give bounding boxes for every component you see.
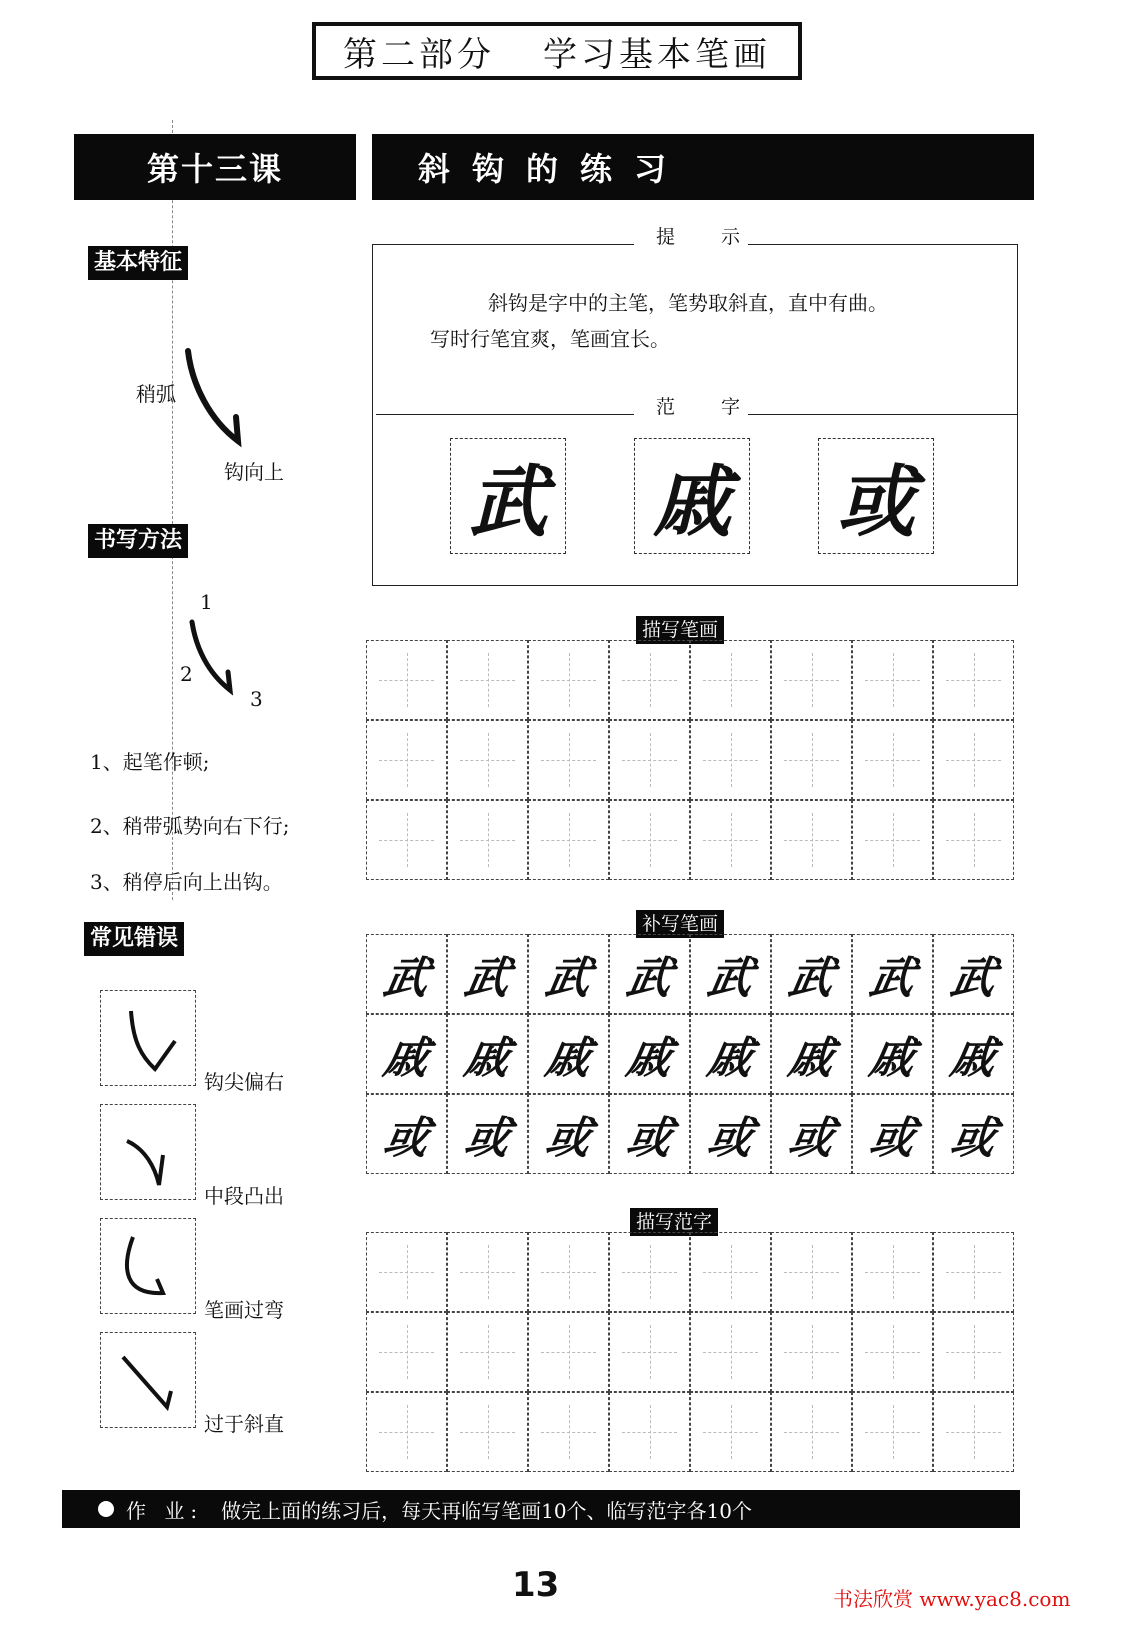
partial-glyph: 或 [865, 1113, 919, 1164]
stroke-point-1: 1 [200, 590, 213, 614]
practice-cell[interactable] [933, 1094, 1014, 1174]
trace-strokes-grid [366, 640, 1014, 880]
section-label-errors: 常见错误 [84, 922, 184, 956]
divider [372, 244, 634, 245]
error-example-box [100, 1332, 196, 1428]
divider [748, 414, 1018, 415]
practice-cell[interactable] [609, 1312, 690, 1392]
practice-cell[interactable] [366, 720, 447, 800]
partial-glyph: 武 [622, 953, 676, 1004]
stroke-point-3: 3 [250, 687, 263, 711]
part-title-box [312, 22, 802, 80]
error-label-4: 过于斜直 [204, 1412, 284, 1436]
practice-cell[interactable] [771, 1392, 852, 1472]
practice-cell[interactable] [609, 1232, 690, 1312]
partial-glyph: 或 [703, 1113, 757, 1164]
practice-cell[interactable] [852, 1014, 933, 1094]
partial-glyph: 或 [541, 1113, 595, 1164]
partial-glyph: 戚 [946, 1033, 1000, 1084]
practice-cell[interactable] [447, 1312, 528, 1392]
slant-hook-stroke-icon [180, 345, 250, 455]
practice-cell[interactable] [528, 800, 609, 880]
practice-cell[interactable] [852, 800, 933, 880]
practice-cell[interactable] [609, 800, 690, 880]
complete-strokes-grid [366, 934, 1014, 1174]
partial-glyph: 或 [460, 1113, 514, 1164]
error-bulge-icon [101, 1105, 197, 1201]
practice-cell[interactable] [366, 934, 447, 1014]
practice-cell[interactable] [771, 640, 852, 720]
model-char-3: 或 [818, 438, 934, 554]
practice-cell[interactable] [690, 1232, 771, 1312]
practice-cell[interactable] [852, 1232, 933, 1312]
homework-text: 做完上面的练习后，每天再临写笔画10个、临写范字各10个 [221, 1498, 753, 1523]
guide-line [172, 120, 173, 900]
lesson-number: 第十三课 [74, 134, 356, 200]
stroke-order-icon [186, 618, 246, 698]
practice-cell[interactable] [366, 1094, 447, 1174]
partial-glyph: 武 [460, 953, 514, 1004]
partial-glyph: 戚 [865, 1033, 919, 1084]
partial-glyph: 武 [784, 953, 838, 1004]
practice-cell[interactable] [528, 934, 609, 1014]
tip-title: 提 示 [656, 226, 761, 248]
bullet-icon [98, 1501, 114, 1517]
practice-cell[interactable] [771, 1094, 852, 1174]
practice-cell[interactable] [690, 1094, 771, 1174]
method-step-1: 1、起笔作顿; [90, 750, 210, 774]
partial-glyph: 戚 [622, 1033, 676, 1084]
complete-strokes-label: 补写笔画 [636, 910, 724, 938]
practice-cell[interactable] [690, 640, 771, 720]
page-number: 13 [512, 1565, 560, 1605]
practice-cell[interactable] [447, 1392, 528, 1472]
practice-cell[interactable] [366, 1232, 447, 1312]
partial-glyph: 戚 [541, 1033, 595, 1084]
error-example-box [100, 1104, 196, 1200]
partial-glyph: 戚 [379, 1033, 433, 1084]
partial-glyph: 武 [703, 953, 757, 1004]
part-subtitle: 学习基本笔画 [543, 34, 771, 75]
practice-cell[interactable] [366, 800, 447, 880]
partial-glyph: 武 [541, 953, 595, 1004]
practice-cell[interactable] [933, 720, 1014, 800]
tip-line-1: 斜钩是字中的主笔，笔势取斜直，直中有曲。 [488, 291, 888, 315]
homework-prefix: 作 业: [126, 1498, 204, 1523]
tip-text [430, 285, 990, 357]
practice-cell[interactable] [771, 1232, 852, 1312]
lesson-title: 斜钩的练习 [372, 134, 1034, 200]
practice-cell[interactable] [771, 934, 852, 1014]
tip-line-2: 写时行笔宜爽，笔画宜长。 [430, 327, 670, 351]
practice-cell[interactable] [933, 800, 1014, 880]
practice-cell[interactable] [609, 640, 690, 720]
trace-strokes-label: 描写笔画 [636, 616, 724, 644]
practice-cell[interactable] [366, 640, 447, 720]
practice-cell[interactable] [528, 640, 609, 720]
partial-glyph: 戚 [460, 1033, 514, 1084]
practice-cell[interactable] [771, 720, 852, 800]
practice-cell[interactable] [933, 1312, 1014, 1392]
error-label-2: 中段凸出 [204, 1184, 284, 1208]
practice-cell[interactable] [447, 934, 528, 1014]
practice-cell[interactable] [771, 800, 852, 880]
partial-glyph: 戚 [784, 1033, 838, 1084]
practice-cell[interactable] [528, 1312, 609, 1392]
divider [376, 414, 634, 415]
partial-glyph: 武 [865, 953, 919, 1004]
practice-cell[interactable] [933, 1232, 1014, 1312]
practice-cell[interactable] [690, 800, 771, 880]
practice-cell[interactable] [690, 1312, 771, 1392]
practice-cell[interactable] [447, 1232, 528, 1312]
practice-cell[interactable] [933, 1392, 1014, 1472]
trace-chars-grid [366, 1232, 1014, 1472]
error-overcurve-icon [101, 1219, 197, 1315]
practice-cell[interactable] [690, 720, 771, 800]
practice-cell[interactable] [609, 934, 690, 1014]
model-char-1: 武 [450, 438, 566, 554]
practice-cell[interactable] [447, 640, 528, 720]
error-too-straight-icon [101, 1333, 197, 1429]
practice-cell[interactable] [933, 934, 1014, 1014]
partial-glyph: 或 [946, 1113, 1000, 1164]
practice-cell[interactable] [366, 1014, 447, 1094]
part-label: 第二部分 [343, 34, 495, 75]
practice-cell[interactable] [690, 934, 771, 1014]
practice-cell[interactable] [690, 1392, 771, 1472]
practice-cell[interactable] [528, 1014, 609, 1094]
annotation-slight-arc: 稍弧 [136, 382, 176, 406]
practice-cell[interactable] [447, 800, 528, 880]
practice-cell[interactable] [528, 1094, 609, 1174]
trace-chars-label: 描写范字 [630, 1208, 718, 1236]
section-label-features: 基本特征 [88, 246, 188, 280]
practice-cell[interactable] [609, 1392, 690, 1472]
homework-bar [62, 1490, 1020, 1528]
practice-cell[interactable] [366, 1392, 447, 1472]
practice-cell[interactable] [852, 640, 933, 720]
practice-cell[interactable] [528, 1232, 609, 1312]
error-example-box [100, 1218, 196, 1314]
practice-cell[interactable] [609, 1014, 690, 1094]
practice-cell[interactable] [852, 934, 933, 1014]
annotation-hook-up: 钩向上 [224, 460, 284, 484]
practice-cell[interactable] [528, 1392, 609, 1472]
method-step-3: 3、稍停后向上出钩。 [90, 870, 283, 894]
practice-cell[interactable] [771, 1312, 852, 1392]
partial-glyph: 武 [379, 953, 433, 1004]
practice-cell[interactable] [852, 720, 933, 800]
partial-glyph: 或 [784, 1113, 838, 1164]
error-example-box [100, 990, 196, 1086]
practice-cell[interactable] [933, 640, 1014, 720]
partial-glyph: 戚 [703, 1033, 757, 1084]
model-char-2: 戚 [634, 438, 750, 554]
stroke-point-2: 2 [180, 662, 193, 686]
practice-cell[interactable] [609, 1094, 690, 1174]
practice-cell[interactable] [447, 1014, 528, 1094]
practice-cell[interactable] [852, 1312, 933, 1392]
model-title: 范 字 [656, 396, 761, 418]
partial-glyph: 或 [379, 1113, 433, 1164]
practice-cell[interactable] [366, 1312, 447, 1392]
practice-cell[interactable] [771, 1014, 852, 1094]
partial-glyph: 武 [946, 953, 1000, 1004]
section-label-method: 书写方法 [88, 524, 188, 558]
divider [748, 244, 1018, 245]
practice-cell[interactable] [933, 1014, 1014, 1094]
practice-cell[interactable] [528, 720, 609, 800]
practice-cell[interactable] [447, 720, 528, 800]
watermark: 书法欣赏 www.yac8.com [833, 1587, 1071, 1611]
practice-cell[interactable] [852, 1094, 933, 1174]
partial-glyph: 或 [622, 1113, 676, 1164]
method-step-2: 2、稍带弧势向右下行; [90, 814, 290, 838]
practice-cell[interactable] [447, 1094, 528, 1174]
practice-cell[interactable] [690, 1014, 771, 1094]
error-label-3: 笔画过弯 [204, 1298, 284, 1322]
error-label-1: 钩尖偏右 [204, 1070, 284, 1094]
practice-cell[interactable] [852, 1392, 933, 1472]
error-hook-right-icon [101, 991, 197, 1087]
practice-cell[interactable] [609, 720, 690, 800]
